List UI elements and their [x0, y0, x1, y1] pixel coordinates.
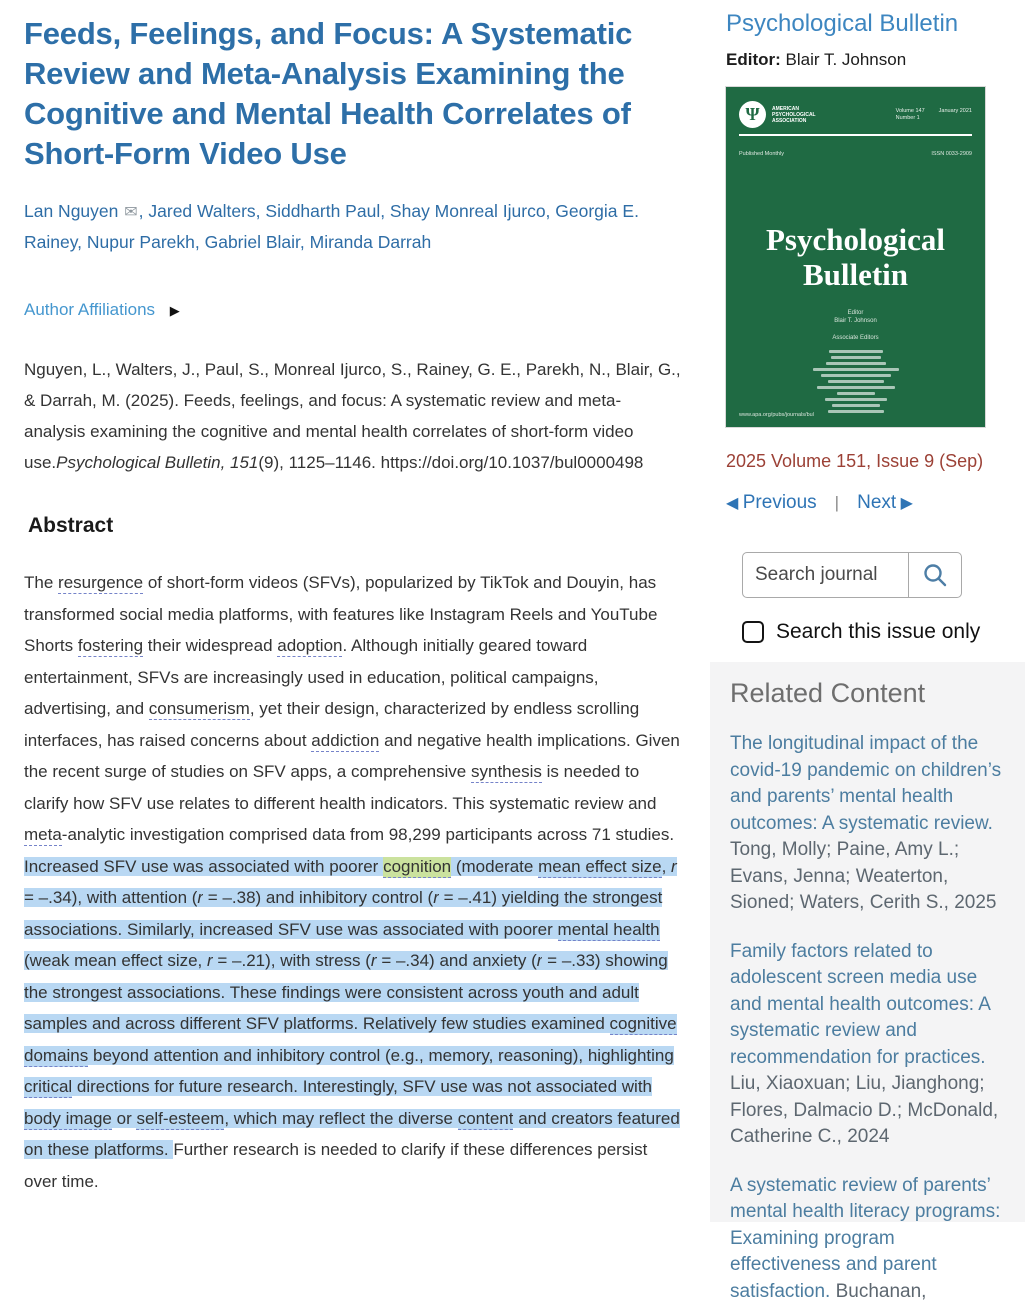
previous-arrow-icon: ◀	[726, 493, 743, 513]
issue-link[interactable]: 2025 Volume 151, Issue 9 (Sep)	[726, 451, 1016, 472]
author-affiliations-row	[24, 300, 684, 320]
author-list[interactable]: Lan Nguyen ✉, Jared Walters, Siddharth Paul, Shay Monreal Ijurco, Georgia E. Rainey, Nupur Parekh, Gabriel Blair, Miranda Darrah	[24, 196, 664, 258]
journal-editor-line	[726, 50, 1016, 70]
cover-association-text: AMERICAN PSYCHOLOGICAL ASSOCIATION	[772, 106, 824, 124]
cover-date-text: January 2021	[939, 108, 972, 122]
issue-only-checkbox[interactable]	[742, 621, 764, 643]
issue-only-label: Search this issue only	[776, 620, 980, 644]
related-item[interactable]: A systematic review of parents’ mental health literacy programs: Examining program effectiveness and parent satisfaction. Buchanan,	[730, 1173, 1007, 1305]
cover-editor-text: Editor Blair T. Johnson	[726, 309, 985, 325]
search-input[interactable]	[743, 553, 908, 597]
cover-journal-title: Psychological Bulletin	[726, 222, 985, 292]
issue-only-row[interactable]	[742, 620, 1016, 644]
cover-editor-name-list	[726, 347, 985, 413]
editor-label: Editor:	[726, 50, 781, 69]
related-content-panel	[710, 662, 1025, 1222]
journal-title-link[interactable]: Psychological Bulletin	[726, 10, 1016, 38]
cover-volume-text: Volume 147 Number 1	[896, 108, 925, 122]
nav-separator: |	[835, 493, 839, 513]
issue-navigation	[726, 492, 1016, 514]
apa-logo-icon: Ψ	[739, 101, 766, 128]
editor-name: Blair T. Johnson	[786, 50, 907, 69]
related-item[interactable]: The longitudinal impact of the covid-19 pandemic on children’s and parents’ mental health outcomes: A systematic review. Tong, Molly; Paine, Amy L.; Evans, Jenna; Weaterton, Sioned; Waters, Cerith S., 2025	[730, 731, 1007, 917]
article-main	[24, 14, 684, 1197]
envelope-icon: ✉	[123, 202, 138, 221]
journal-search-box	[742, 552, 962, 598]
journal-sidebar	[726, 10, 1016, 644]
cover-associate-editors-label: Associate Editors	[726, 335, 985, 341]
search-icon	[922, 562, 949, 589]
cover-url-text: www.apa.org/pubs/journals/bul	[739, 412, 814, 418]
next-arrow-icon: ▶	[896, 493, 913, 513]
search-button[interactable]	[908, 553, 961, 597]
related-item[interactable]: Family factors related to adolescent screen media use and mental health outcomes: A systematic review and recommendation for practices. Liu, Xiaoxuan; Liu, Jianghong; Flores, Dalmacio D.; McDonald, Catherine C., 2024	[730, 939, 1007, 1151]
next-issue-link[interactable]: Next ▶	[857, 492, 913, 514]
citation: Nguyen, L., Walters, J., Paul, S., Monreal Ijurco, S., Rainey, G. E., Parekh, N., Blair, G., & Darrah, M. (2025). Feeds, feelings, and focus: A systematic review and meta-analysis examining the cognitive and mental health correlates of short-form video use.Psychological Bulletin, 151(9), 1125–1146. https://doi.org/10.1037/bul0000498	[24, 354, 681, 478]
previous-issue-link[interactable]: ◀ Previous	[726, 492, 817, 514]
related-content-heading: Related Content	[730, 678, 1007, 709]
abstract-heading: Abstract	[28, 514, 684, 538]
journal-cover-image[interactable]	[726, 87, 985, 427]
cover-published-text: Published Monthly	[739, 151, 784, 157]
cover-issn-text: ISSN 0033-2909	[931, 151, 972, 157]
author-affiliations-link[interactable]: Author Affiliations	[24, 300, 155, 319]
article-title: Feeds, Feelings, and Focus: A Systematic Review and Meta-Analysis Examining the Cognitive and Mental Health Correlates of Short-Form Video Use	[24, 14, 646, 174]
caret-right-icon: ▶	[170, 303, 180, 318]
abstract-text: The resurgence of short-form videos (SFVs), popularized by TikTok and Douyin, has transformed social media platforms, with features like Instagram Reels and YouTube Shorts fostering their widespread adoption. Although initially geared toward entertainment, SFVs are increasingly used in education, political campaigns, advertising, and consumerism, yet their design, characterized by endless scrolling interfaces, has raised concerns about addiction and negative health implications. Given the recent surge of studies on SFV apps, a comprehensive synthesis is needed to clarify how SFV use relates to different health indicators. This systematic review and meta-analytic investigation comprised data from 98,299 participants across 71 studies. Increased SFV use was associated with poorer cognition (moderate mean effect size, r = –.34), with attention (r = –.38) and inhibitory control (r = –.41) yielding the strongest associations. Similarly, increased SFV use was associated with poorer mental health (weak mean effect size, r = –.21), with stress (r = –.34) and anxiety (r = –.33) showing the strongest associations. These findings were consistent across youth and adult samples and across different SFV platforms. Relatively few studies examined cognitive domains beyond attention and inhibitory control (e.g., memory, reasoning), highlighting critical directions for future research. Interestingly, SFV use was not associated with body image or self-esteem, which may reflect the diverse content and creators featured on these platforms. Further research is needed to clarify if these differences persist over time.	[24, 567, 681, 1197]
